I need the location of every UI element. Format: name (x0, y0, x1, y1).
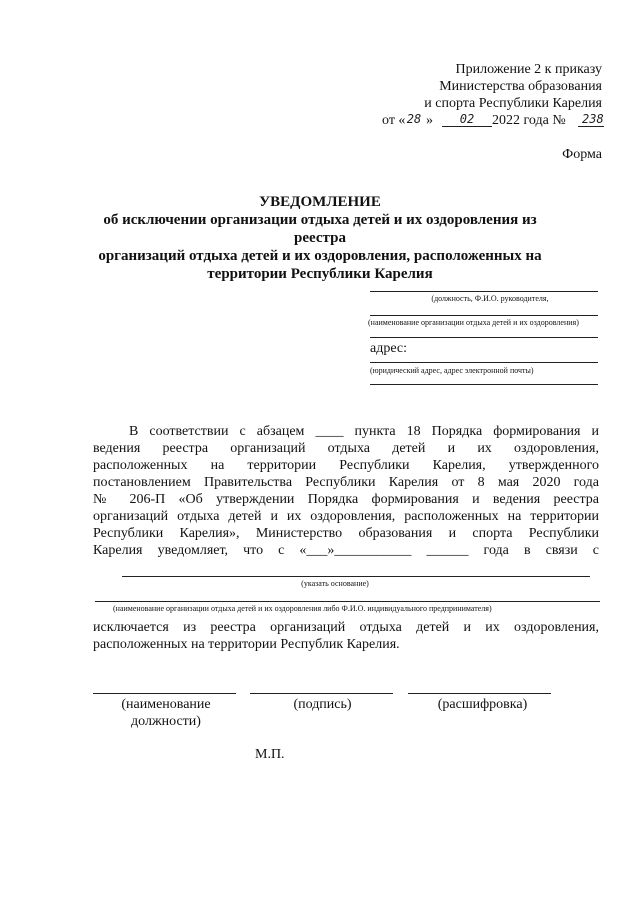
form-label: Форма (562, 147, 602, 162)
caption-position-fio: (должность, Ф.И.О. руководителя, (431, 294, 549, 303)
body-line-2: ведения реестра организаций отдыха детей и их оздоровления, (93, 441, 599, 456)
header-line-3: и спорта Республики Карелия (424, 96, 602, 111)
title-sub-1: об исключении организации отдыха детей и их оздоровления из реестра (103, 212, 537, 246)
body-line-7: Республики Карелия», Министерство образования и спорта Республики (93, 526, 599, 541)
caption-org-name: (наименование организации отдыха детей и их оздоровления) (368, 318, 579, 327)
caption-decode: (расшифровка) (437, 697, 528, 712)
body-paragraph-end (93, 619, 599, 653)
address-label: адрес: (370, 341, 408, 356)
order-date-line (382, 112, 607, 129)
caption-reason: (указать основание) (301, 579, 369, 588)
body-line-9: исключается из реестра организаций отдыха детей и их оздоровления, (93, 620, 599, 635)
header-line-1: Приложение 2 к приказу (455, 62, 602, 77)
body-line-8: Карелия уведомляет, что с «___»___________ ______ года в связи с (93, 543, 599, 558)
body-line-6: организаций отдыха детей и их оздоровления, расположенных на территории (93, 509, 599, 524)
date-mid: » (426, 113, 433, 128)
caption-org-or-entrepreneur: (наименование организации отдыха детей и их оздоровления либо Ф.И.О. индивидуального предпринимателя) (113, 604, 492, 613)
title-sub-3: территории Республики Карелия (207, 266, 433, 282)
body-line-3: расположенных на территории Республики Карелия, утвержденного (93, 458, 599, 473)
body-line-1: В соответствии с абзацем ____ пункта 18 Порядка формирования и (129, 424, 599, 439)
title-main: УВЕДОМЛЕНИЕ (259, 194, 381, 210)
date-number: 238 (582, 112, 604, 126)
document-title (90, 193, 550, 283)
header-block (302, 61, 602, 112)
body-line-5: № 206-П «Об утверждении Порядка формирования и ведения реестра (93, 492, 599, 507)
header-line-2: Министерства образования (439, 79, 602, 94)
title-sub-2: организаций отдыха детей и их оздоровления, расположенных на (98, 248, 542, 264)
date-prefix: от « (382, 113, 406, 128)
caption-legal-address: (юридический адрес, адрес электронной почты) (370, 366, 534, 375)
seal-place: М.П. (255, 747, 285, 762)
body-paragraph (93, 423, 599, 559)
date-month: 02 (459, 112, 475, 126)
date-day: 28 (406, 112, 422, 126)
caption-signature: (подпись) (293, 697, 352, 712)
caption-position: (наименование должности) (121, 697, 211, 729)
body-line-10: расположенных на территории Республик Карелия. (93, 637, 400, 652)
body-line-4: постановлением Правительства Республики Карелия от 8 мая 2020 года (93, 475, 599, 490)
date-year: 2022 года № (492, 113, 566, 128)
